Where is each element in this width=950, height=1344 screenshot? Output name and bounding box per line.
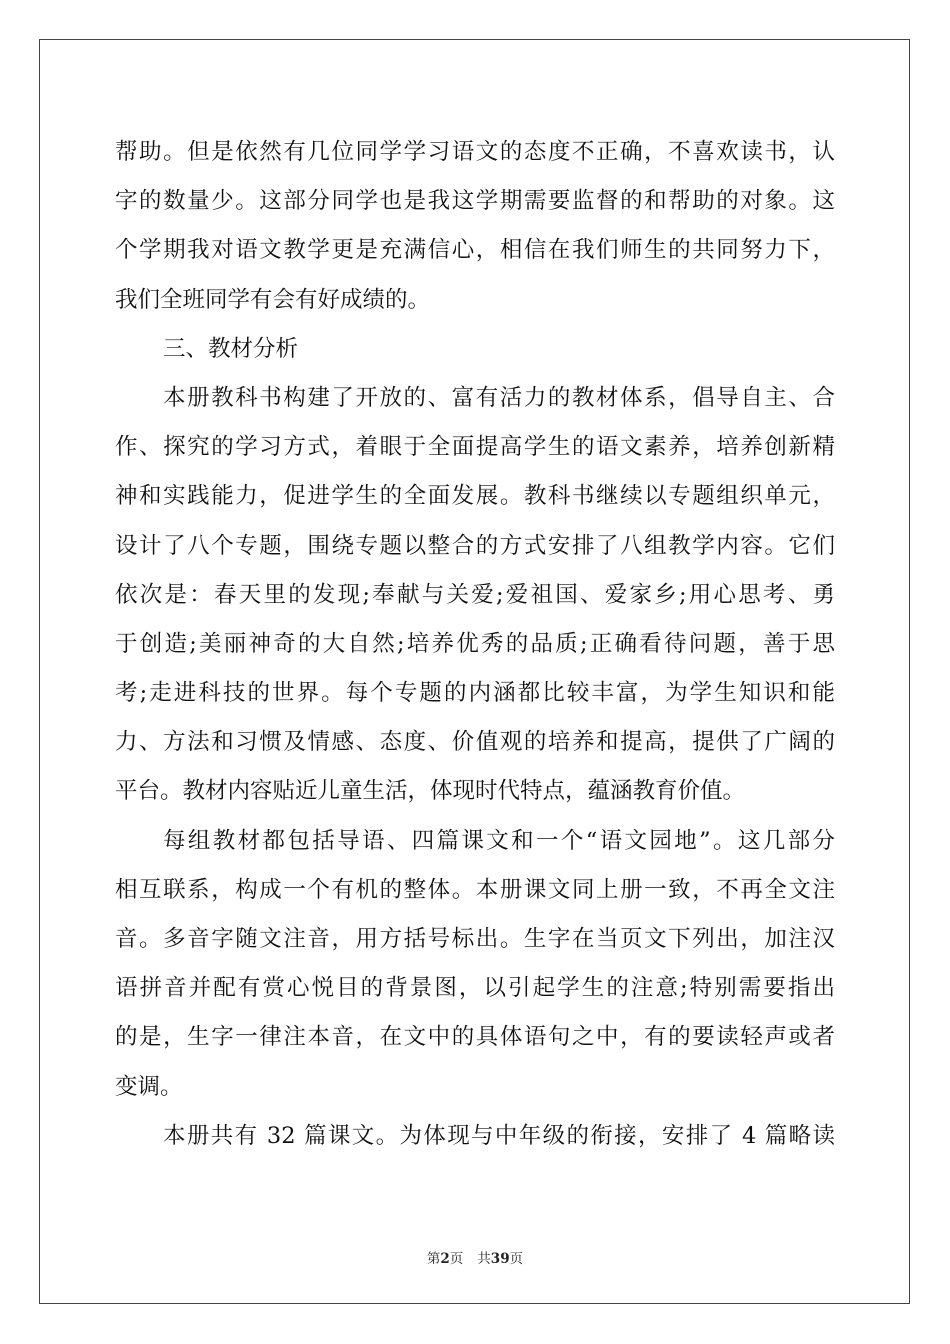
page-footer [0, 1247, 950, 1267]
text-line: 于创造;美丽神奇的大自然;培养优秀的品质;正确看待问题，善于思 [115, 630, 835, 657]
text-line: 语拼音并配有赏心悦目的背景图，以引起学生的注意;特别需要指出 [115, 975, 835, 1002]
text-line: 本册教科书构建了开放的、富有活力的教材体系，倡导自主、合 [163, 384, 835, 411]
text-line: 帮助。但是依然有几位同学学习语文的态度不正确，不喜欢读书，认 [115, 139, 835, 165]
section-heading: 三、教材分析 [163, 335, 299, 362]
text-line: 依次是：春天里的发现;奉献与关爱;爱祖国、爱家乡;用心思考、勇 [115, 581, 835, 608]
text-line: 作、探究的学习方式，着眼于全面提高学生的语文素养，培养创新精 [115, 434, 835, 461]
text-line: 个学期我对语文教学更是充满信心，相信在我们师生的共同努力下， [115, 237, 835, 264]
text-line: 变调。 [115, 1073, 183, 1100]
text-line: 本册共有 32 篇课文。为体现与中年级的衔接，安排了 4 篇略读 [163, 1122, 835, 1149]
page-prefix: 第 [426, 1251, 441, 1267]
text-line: 力、方法和习惯及情感、态度、价值观的培养和提高，提供了广阔的 [115, 729, 835, 756]
text-line: 字的数量少。这部分同学也是我这学期需要监督的和帮助的对象。这 [115, 188, 835, 215]
text-line: 每组教材都包括导语、四篇课文和一个“语文园地”。这几部分 [163, 827, 835, 854]
document-body [115, 128, 835, 1161]
text-line: 音。多音字随文注音，用方括号标出。生字在当页文下列出，加注汉 [115, 926, 835, 952]
text-line: 平台。教材内容贴近儿童生活，体现时代特点，蕴涵教育价值。 [115, 778, 746, 805]
page-number: 2 [440, 1251, 450, 1267]
total-pages: 39 [490, 1251, 510, 1267]
text-line: 我们全班同学有会有好成绩的。 [115, 286, 431, 313]
total-suffix: 页 [509, 1251, 524, 1267]
text-line: 设计了八个专题，围绕专题以整合的方式安排了八组教学内容。它们 [115, 532, 835, 559]
text-line: 的是，生字一律注本音，在文中的具体语句之中，有的要读轻声或者 [115, 1024, 835, 1051]
total-prefix: 共 [477, 1251, 491, 1267]
text-line: 神和实践能力，促进学生的全面发展。教科书继续以专题组织单元， [115, 483, 835, 510]
text-line: 相互联系，构成一个有机的整体。本册课文同上册一致，不再全文注 [115, 876, 835, 903]
page-suffix: 页 [449, 1251, 464, 1267]
text-line: 考;走进科技的世界。每个专题的内涵都比较丰富，为学生知识和能 [115, 680, 835, 707]
